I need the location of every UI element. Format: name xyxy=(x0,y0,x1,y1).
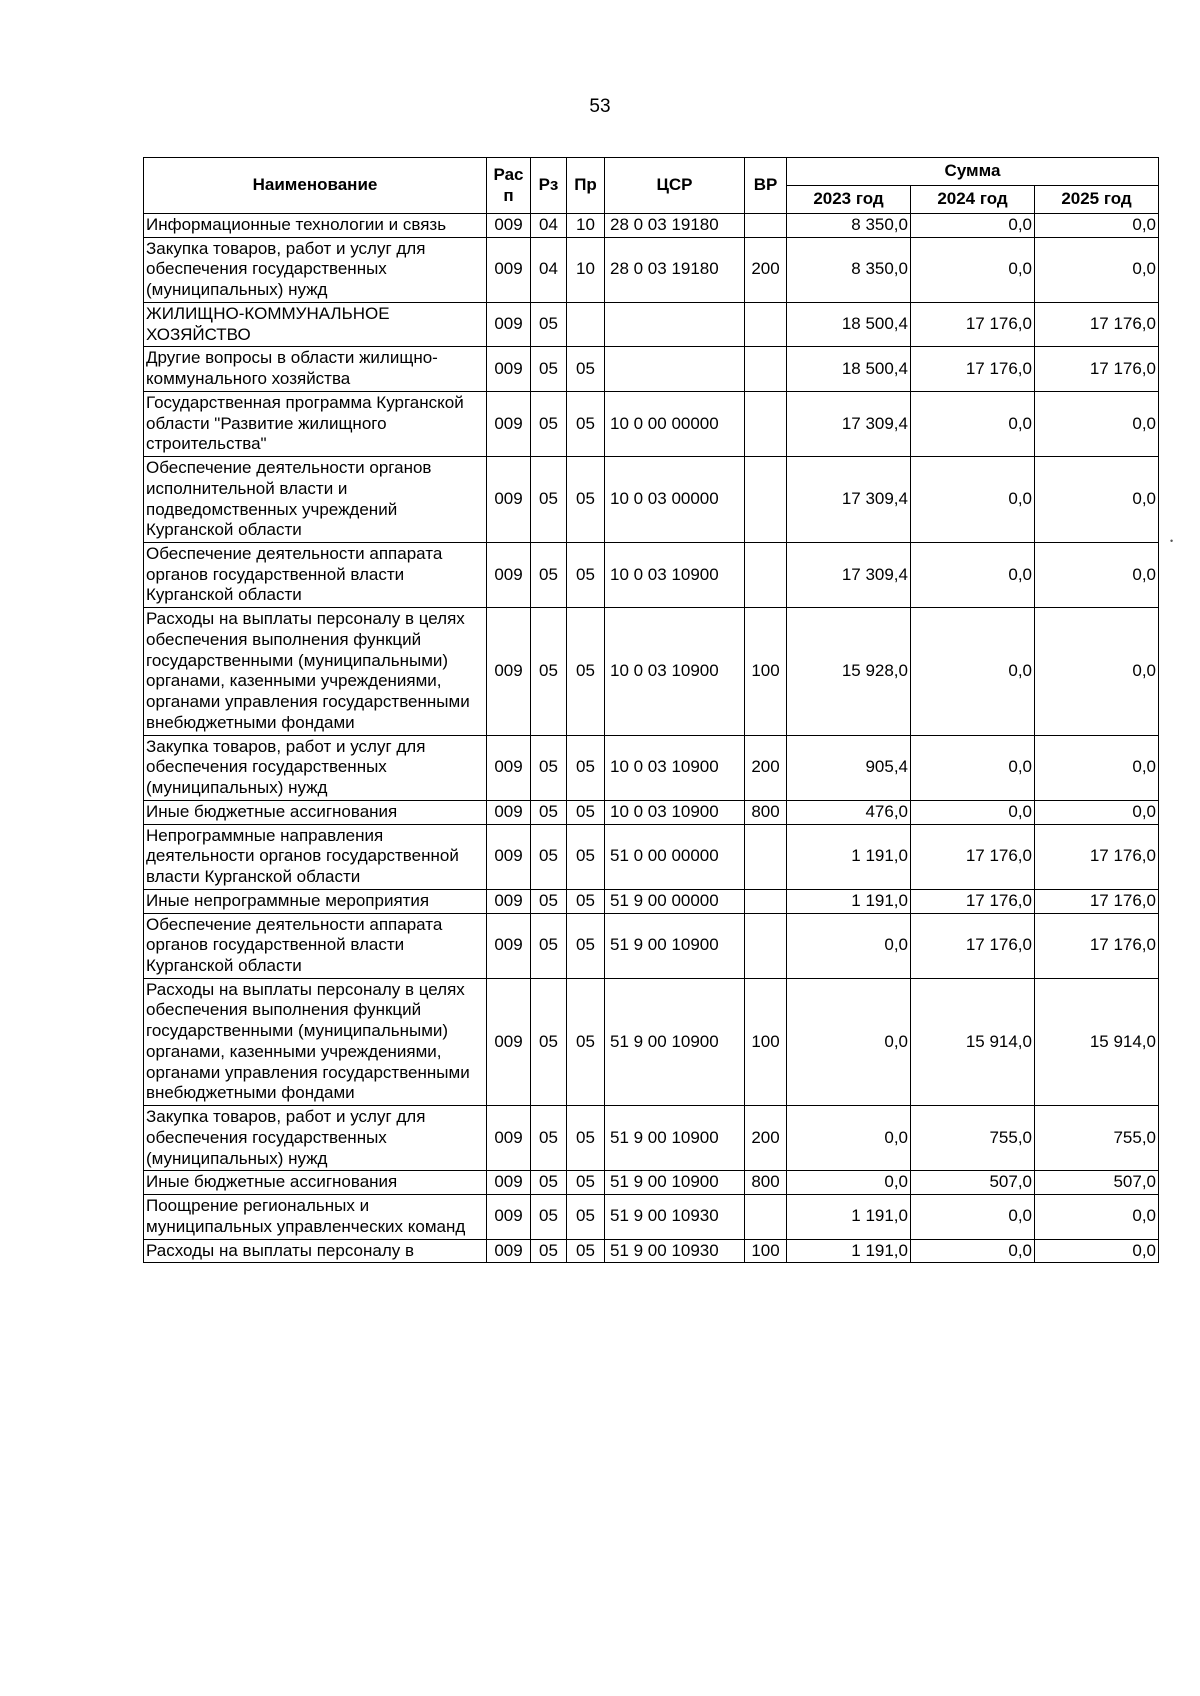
cell-csr: 51 9 00 10900 xyxy=(605,1106,745,1171)
cell-rasp: 009 xyxy=(487,347,531,391)
cell-sum-2025: 0,0 xyxy=(1035,457,1159,543)
cell-rasp: 009 xyxy=(487,889,531,913)
cell-sum-2024: 0,0 xyxy=(911,735,1035,800)
cell-rasp: 009 xyxy=(487,824,531,889)
table-row xyxy=(144,978,1159,1105)
cell-pr: 05 xyxy=(567,608,605,735)
cell-sum-2024: 0,0 xyxy=(911,237,1035,302)
cell-pr: 05 xyxy=(567,543,605,608)
cell-pr: 05 xyxy=(567,913,605,978)
header-vr: ВР xyxy=(745,158,787,214)
cell-rz: 05 xyxy=(531,543,567,608)
cell-sum-2023: 17 309,4 xyxy=(787,391,911,456)
cell-vr: 100 xyxy=(745,1239,787,1263)
table-row xyxy=(144,735,1159,800)
cell-pr: 05 xyxy=(567,1195,605,1239)
cell-pr: 05 xyxy=(567,347,605,391)
cell-sum-2025: 17 176,0 xyxy=(1035,302,1159,346)
header-pr: Пр xyxy=(567,158,605,214)
cell-sum-2023: 1 191,0 xyxy=(787,1239,911,1263)
cell-sum-2023: 15 928,0 xyxy=(787,608,911,735)
cell-csr: 10 0 03 10900 xyxy=(605,735,745,800)
cell-sum-2024: 0,0 xyxy=(911,1239,1035,1263)
cell-rz: 05 xyxy=(531,1171,567,1195)
cell-name: Иные бюджетные ассигнования xyxy=(144,800,487,824)
cell-name: Закупка товаров, работ и услуг для обеспечения государственных (муниципальных) нужд xyxy=(144,1106,487,1171)
cell-vr xyxy=(745,1195,787,1239)
cell-rz: 05 xyxy=(531,457,567,543)
table-row xyxy=(144,347,1159,391)
cell-csr: 10 0 03 10900 xyxy=(605,608,745,735)
cell-rz: 05 xyxy=(531,913,567,978)
cell-csr: 10 0 03 10900 xyxy=(605,800,745,824)
cell-sum-2025: 0,0 xyxy=(1035,1195,1159,1239)
cell-sum-2024: 0,0 xyxy=(911,391,1035,456)
scan-mark: • xyxy=(1170,536,1174,546)
cell-sum-2025: 0,0 xyxy=(1035,800,1159,824)
cell-rz: 05 xyxy=(531,1239,567,1263)
cell-rasp: 009 xyxy=(487,1106,531,1171)
table-row xyxy=(144,237,1159,302)
cell-vr xyxy=(745,347,787,391)
cell-csr: 51 9 00 10930 xyxy=(605,1239,745,1263)
header-year-2023: 2023 год xyxy=(787,186,911,214)
table-row xyxy=(144,913,1159,978)
cell-vr xyxy=(745,913,787,978)
cell-vr: 800 xyxy=(745,800,787,824)
cell-sum-2025: 17 176,0 xyxy=(1035,913,1159,978)
cell-rz: 05 xyxy=(531,889,567,913)
cell-name: Обеспечение деятельности аппарата органов государственной власти Курганской области xyxy=(144,913,487,978)
cell-sum-2023: 8 350,0 xyxy=(787,237,911,302)
cell-rz: 05 xyxy=(531,608,567,735)
cell-sum-2023: 0,0 xyxy=(787,913,911,978)
cell-rz: 05 xyxy=(531,1106,567,1171)
cell-csr: 28 0 03 19180 xyxy=(605,237,745,302)
cell-csr: 51 9 00 10900 xyxy=(605,1171,745,1195)
cell-rasp: 009 xyxy=(487,913,531,978)
table-row xyxy=(144,543,1159,608)
cell-sum-2024: 0,0 xyxy=(911,214,1035,238)
cell-sum-2025: 17 176,0 xyxy=(1035,824,1159,889)
table-row xyxy=(144,1195,1159,1239)
cell-rz: 05 xyxy=(531,978,567,1105)
cell-pr: 05 xyxy=(567,824,605,889)
cell-pr: 10 xyxy=(567,237,605,302)
cell-rasp: 009 xyxy=(487,1239,531,1263)
cell-pr: 05 xyxy=(567,391,605,456)
cell-sum-2024: 0,0 xyxy=(911,608,1035,735)
table-row xyxy=(144,457,1159,543)
cell-sum-2023: 8 350,0 xyxy=(787,214,911,238)
cell-vr: 100 xyxy=(745,978,787,1105)
cell-rasp: 009 xyxy=(487,302,531,346)
header-rz: Рз xyxy=(531,158,567,214)
cell-sum-2025: 0,0 xyxy=(1035,735,1159,800)
cell-name: Другие вопросы в области жилищно-коммунального хозяйства xyxy=(144,347,487,391)
table-row xyxy=(144,824,1159,889)
cell-sum-2024: 0,0 xyxy=(911,457,1035,543)
cell-name: Непрограммные направления деятельности органов государственной власти Курганской области xyxy=(144,824,487,889)
cell-sum-2023: 1 191,0 xyxy=(787,889,911,913)
cell-sum-2025: 15 914,0 xyxy=(1035,978,1159,1105)
cell-sum-2025: 0,0 xyxy=(1035,214,1159,238)
cell-csr: 28 0 03 19180 xyxy=(605,214,745,238)
cell-vr xyxy=(745,889,787,913)
cell-pr: 05 xyxy=(567,735,605,800)
cell-vr: 100 xyxy=(745,608,787,735)
cell-sum-2024: 17 176,0 xyxy=(911,889,1035,913)
cell-sum-2023: 0,0 xyxy=(787,1106,911,1171)
cell-name: Информационные технологии и связь xyxy=(144,214,487,238)
cell-sum-2025: 0,0 xyxy=(1035,237,1159,302)
cell-vr: 800 xyxy=(745,1171,787,1195)
cell-name: Закупка товаров, работ и услуг для обеспечения государственных (муниципальных) нужд xyxy=(144,735,487,800)
header-row xyxy=(144,158,1159,186)
cell-vr xyxy=(745,457,787,543)
cell-rz: 05 xyxy=(531,824,567,889)
cell-sum-2025: 17 176,0 xyxy=(1035,889,1159,913)
cell-rz: 05 xyxy=(531,391,567,456)
cell-sum-2023: 1 191,0 xyxy=(787,1195,911,1239)
table-row xyxy=(144,1171,1159,1195)
cell-sum-2024: 17 176,0 xyxy=(911,302,1035,346)
cell-rasp: 009 xyxy=(487,608,531,735)
cell-name: Расходы на выплаты персоналу в целях обеспечения выполнения функций государственными (муниципальными) органами, казенными учреждениями, органами управления государственными внебюджетными фондами xyxy=(144,608,487,735)
header-csr: ЦСР xyxy=(605,158,745,214)
table-body xyxy=(144,214,1159,1263)
header-sum: Сумма xyxy=(787,158,1159,186)
cell-csr: 51 0 00 00000 xyxy=(605,824,745,889)
cell-pr: 05 xyxy=(567,1171,605,1195)
table-header xyxy=(144,158,1159,214)
budget-table xyxy=(143,157,1159,1263)
cell-rasp: 009 xyxy=(487,391,531,456)
cell-csr: 51 9 00 00000 xyxy=(605,889,745,913)
cell-sum-2025: 0,0 xyxy=(1035,608,1159,735)
cell-sum-2025: 0,0 xyxy=(1035,391,1159,456)
cell-pr: 05 xyxy=(567,800,605,824)
table-row xyxy=(144,391,1159,456)
cell-name: Поощрение региональных и муниципальных управленческих команд xyxy=(144,1195,487,1239)
cell-pr: 05 xyxy=(567,889,605,913)
cell-sum-2025: 507,0 xyxy=(1035,1171,1159,1195)
cell-sum-2023: 0,0 xyxy=(787,1171,911,1195)
cell-name: ЖИЛИЩНО-КОММУНАЛЬНОЕ ХОЗЯЙСТВО xyxy=(144,302,487,346)
cell-name: Закупка товаров, работ и услуг для обеспечения государственных (муниципальных) нужд xyxy=(144,237,487,302)
cell-sum-2024: 17 176,0 xyxy=(911,347,1035,391)
table-row xyxy=(144,214,1159,238)
cell-vr: 200 xyxy=(745,237,787,302)
cell-name: Обеспечение деятельности аппарата органов государственной власти Курганской области xyxy=(144,543,487,608)
cell-sum-2024: 0,0 xyxy=(911,800,1035,824)
table-row xyxy=(144,1106,1159,1171)
cell-sum-2023: 905,4 xyxy=(787,735,911,800)
cell-csr: 10 0 00 00000 xyxy=(605,391,745,456)
cell-sum-2025: 755,0 xyxy=(1035,1106,1159,1171)
cell-sum-2024: 17 176,0 xyxy=(911,913,1035,978)
cell-name: Иные непрограммные мероприятия xyxy=(144,889,487,913)
cell-sum-2023: 476,0 xyxy=(787,800,911,824)
table-row xyxy=(144,800,1159,824)
cell-name: Расходы на выплаты персоналу в xyxy=(144,1239,487,1263)
cell-pr: 10 xyxy=(567,214,605,238)
cell-sum-2025: 17 176,0 xyxy=(1035,347,1159,391)
cell-csr xyxy=(605,302,745,346)
cell-csr: 51 9 00 10900 xyxy=(605,978,745,1105)
cell-sum-2023: 1 191,0 xyxy=(787,824,911,889)
cell-rasp: 009 xyxy=(487,543,531,608)
cell-rasp: 009 xyxy=(487,1171,531,1195)
table-row xyxy=(144,302,1159,346)
cell-name: Расходы на выплаты персоналу в целях обеспечения выполнения функций государственными (муниципальными) органами, казенными учреждениями, органами управления государственными внебюджетными фондами xyxy=(144,978,487,1105)
cell-sum-2024: 507,0 xyxy=(911,1171,1035,1195)
cell-rz: 05 xyxy=(531,302,567,346)
table-row xyxy=(144,889,1159,913)
cell-rasp: 009 xyxy=(487,237,531,302)
cell-vr xyxy=(745,824,787,889)
header-rasp: Рас п xyxy=(487,158,531,214)
cell-csr: 10 0 03 10900 xyxy=(605,543,745,608)
cell-vr: 200 xyxy=(745,1106,787,1171)
cell-vr: 200 xyxy=(745,735,787,800)
cell-rz: 05 xyxy=(531,347,567,391)
cell-rasp: 009 xyxy=(487,457,531,543)
cell-rasp: 009 xyxy=(487,214,531,238)
cell-name: Иные бюджетные ассигнования xyxy=(144,1171,487,1195)
cell-rasp: 009 xyxy=(487,978,531,1105)
cell-sum-2025: 0,0 xyxy=(1035,543,1159,608)
cell-vr xyxy=(745,543,787,608)
cell-name: Государственная программа Курганской области "Развитие жилищного строительства" xyxy=(144,391,487,456)
cell-pr: 05 xyxy=(567,1239,605,1263)
cell-rz: 04 xyxy=(531,214,567,238)
cell-sum-2023: 0,0 xyxy=(787,978,911,1105)
cell-sum-2024: 17 176,0 xyxy=(911,824,1035,889)
cell-csr: 10 0 03 00000 xyxy=(605,457,745,543)
cell-rz: 04 xyxy=(531,237,567,302)
cell-rasp: 009 xyxy=(487,1195,531,1239)
cell-pr: 05 xyxy=(567,457,605,543)
cell-rz: 05 xyxy=(531,735,567,800)
table-row xyxy=(144,608,1159,735)
cell-sum-2024: 0,0 xyxy=(911,1195,1035,1239)
cell-rz: 05 xyxy=(531,1195,567,1239)
cell-sum-2023: 18 500,4 xyxy=(787,347,911,391)
cell-pr xyxy=(567,302,605,346)
cell-pr: 05 xyxy=(567,978,605,1105)
cell-sum-2024: 755,0 xyxy=(911,1106,1035,1171)
cell-sum-2023: 17 309,4 xyxy=(787,543,911,608)
cell-pr: 05 xyxy=(567,1106,605,1171)
cell-rasp: 009 xyxy=(487,735,531,800)
cell-sum-2024: 0,0 xyxy=(911,543,1035,608)
cell-name: Обеспечение деятельности органов исполнительной власти и подведомственных учреждений Курганской области xyxy=(144,457,487,543)
cell-rz: 05 xyxy=(531,800,567,824)
cell-vr xyxy=(745,391,787,456)
cell-sum-2025: 0,0 xyxy=(1035,1239,1159,1263)
cell-rasp: 009 xyxy=(487,800,531,824)
table-row xyxy=(144,1239,1159,1263)
cell-vr xyxy=(745,214,787,238)
cell-sum-2023: 18 500,4 xyxy=(787,302,911,346)
cell-csr: 51 9 00 10930 xyxy=(605,1195,745,1239)
cell-csr xyxy=(605,347,745,391)
header-year-2024: 2024 год xyxy=(911,186,1035,214)
header-year-2025: 2025 год xyxy=(1035,186,1159,214)
cell-csr: 51 9 00 10900 xyxy=(605,913,745,978)
page-number: 53 xyxy=(589,96,611,117)
cell-sum-2024: 15 914,0 xyxy=(911,978,1035,1105)
cell-sum-2023: 17 309,4 xyxy=(787,457,911,543)
cell-vr xyxy=(745,302,787,346)
header-name: Наименование xyxy=(144,158,487,214)
